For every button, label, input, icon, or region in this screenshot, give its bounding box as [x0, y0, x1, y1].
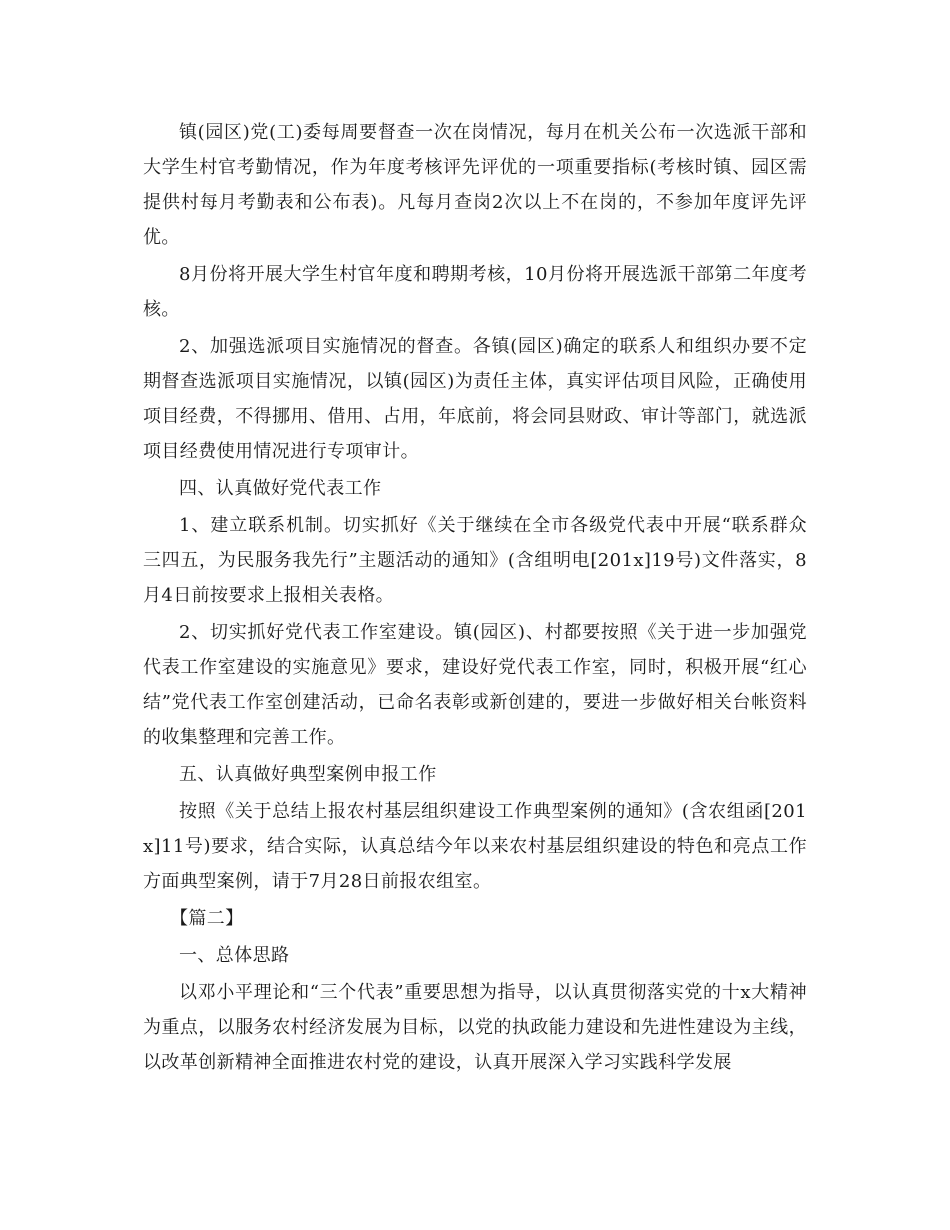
paragraph-assessment-schedule: 8月份将开展大学生村官年度和聘期考核，10月份将开展选派干部第二年度考核。 — [143, 264, 807, 320]
section-heading-typical-cases: 五、认真做好典型案例申报工作 — [179, 764, 437, 785]
part-heading-two: 【篇二】 — [170, 908, 244, 929]
paragraph-liaison-mechanism: 1、建立联系机制。切实抓好《关于继续在全市各级党代表中开展“联系群众三四五，为民服务我先行”主题活动的通知》(含组明电[201x]19号)文件落实，8月4日前按要求上报相关表格。 — [143, 515, 807, 606]
paragraph-project-supervision: 2、加强选派项目实施情况的督查。各镇(园区)确定的联系人和组织办要不定期督查选派项目实施情况，以镇(园区)为责任主体，真实评估项目风险，正确使用项目经费，不得挪用、借用、占用，年底前，将会同县财政、审计等部门，就选派项目经费使用情况进行专项审计。 — [143, 336, 807, 462]
paragraph-workroom-construction: 2、切实抓好党代表工作室建设。镇(园区)、村都要按照《关于进一步加强党代表工作室建设的实施意见》要求，建设好党代表工作室，同时，积极开展“红心结”党代表工作室创建活动，已命名表彰或新创建的，要进一步做好相关台帐资料的收集整理和完善工作。 — [143, 622, 807, 748]
paragraph-guiding-thought: 以邓小平理论和“三个代表”重要思想为指导，以认真贯彻落实党的十x大精神为重点，以服务农村经济发展为目标，以党的执政能力建设和先进性建设为主线，以改革创新精神全面推进农村党的建设，认真开展深入学习实践科学发展 — [143, 982, 807, 1073]
paragraph-attendance-check: 镇(园区)党(工)委每周要督查一次在岗情况，每月在机关公布一次选派干部和大学生村官考勤情况，作为年度考核评先评优的一项重要指标(考核时镇、园区需提供村每月考勤表和公布表)。凡每月查岗2次以上不在岗的，不参加年度评先评优。 — [143, 122, 807, 248]
paragraph-case-reporting: 按照《关于总结上报农村基层组织建设工作典型案例的通知》(含农组函[201x]11号)要求，结合实际，认真总结今年以来农村基层组织建设的特色和亮点工作方面典型案例，请于7月28日前报农组室。 — [143, 801, 807, 892]
section-heading-party-representatives: 四、认真做好党代表工作 — [179, 478, 382, 499]
section-heading-general-approach: 一、总体思路 — [179, 945, 290, 966]
document-body — [143, 115, 807, 1082]
